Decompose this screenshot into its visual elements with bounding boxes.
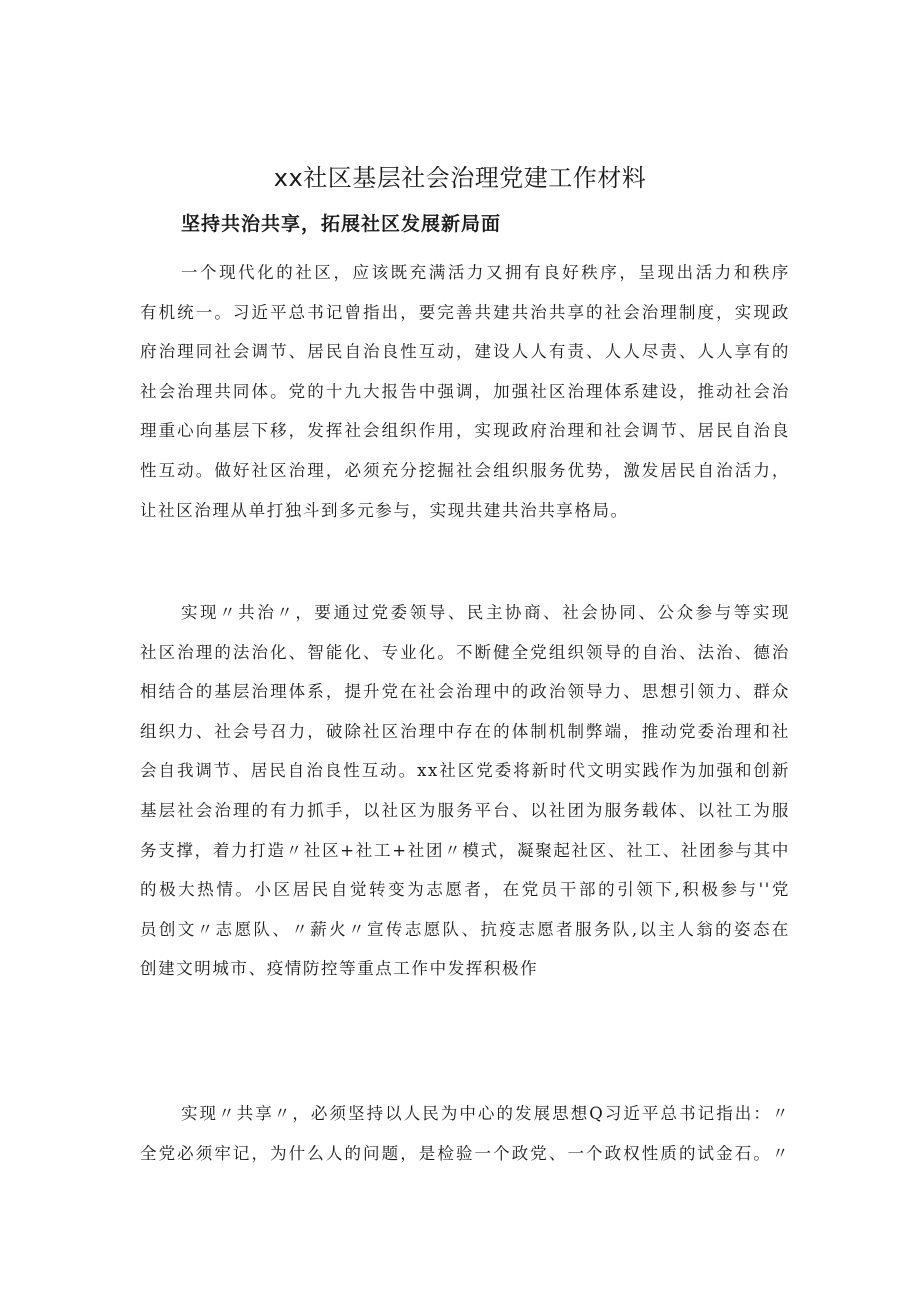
paragraph-line: 府治理同社会调节、居民自治良性互动，建设人人有责、人人尽责、人人享有的	[140, 342, 790, 362]
document-title: xx社区基层社会治理党建工作材料	[273, 164, 647, 192]
paragraph-line: 让社区治理从单打独斗到多元参与，实现共建共治共享格局。	[140, 500, 629, 520]
paragraph-3	[140, 1094, 790, 1173]
paragraph-2	[140, 593, 790, 989]
paragraph-line: 有机统一。习近平总书记曾指出，要完善共建共治共享的社会治理制度，实现政	[140, 302, 790, 322]
paragraph-line: 实现〃共治〃，要通过党委领导、民主协商、社会协同、公众参与等实现	[181, 603, 790, 622]
paragraph-line: 相结合的基层治理体系，提升党在社会治理中的政治领导力、思想引领力、群众	[140, 682, 790, 702]
paragraph-1	[140, 253, 790, 530]
paragraph-line: 会自我调节、居民自治良性互动。xx社区党委将新时代文明实践作为加强和创新	[140, 761, 790, 781]
paragraph-line: 全党必须牢记，为什么人的问题，是检验一个政党、一个政权性质的试金石。〃	[140, 1143, 790, 1163]
paragraph-line: 理重心向基层下移，发挥社会组织作用，实现政府治理和社会调节、居民自治良	[140, 421, 790, 441]
paragraph-line: 组织力、社会号召力，破除社区治理中存在的体制机制弊端，推动党委治理和社	[140, 721, 790, 741]
paragraph-line: 社会治理共同体。党的十九大报告中强调，加强社区治理体系建设，推动社会治	[140, 381, 790, 401]
paragraph-line: 性互动。做好社区治理，必须充分挖掘社会组织服务优势，激发居民自治活力，	[140, 460, 790, 480]
paragraph-line: 基层社会治理的有力抓手，以社区为服务平台、以社团为服务载体、以社工为服	[140, 800, 790, 820]
paragraph-line: 实现〃共享〃，必须坚持以人民为中心的发展思想Q习近平总书记指出：〃	[181, 1104, 790, 1123]
document-subtitle: 坚持共治共享，拓展社区发展新局面	[181, 213, 502, 235]
paragraph-line: 创建文明城市、疫情防控等重点工作中发挥积极作	[140, 959, 539, 979]
paragraph-line: 的极大热情。小区居民自觉转变为志愿者，在党员干部的引领下,积极参与''党	[140, 880, 790, 900]
paragraph-line: 社区治理的法治化、智能化、专业化。不断健全党组织领导的自治、法治、德治	[140, 642, 790, 662]
paragraph-line: 务支撑，着力打造〃社区+社工+社团〃模式，凝聚起社区、社工、社团参与其中	[140, 840, 790, 860]
paragraph-line: 员创文〃志愿队、〃薪火〃宣传志愿队、抗疫志愿者服务队,以主人翁的姿态在	[140, 919, 790, 939]
paragraph-line: 一个现代化的社区，应该既充满活力又拥有良好秩序，呈现出活力和秩序	[181, 263, 790, 282]
